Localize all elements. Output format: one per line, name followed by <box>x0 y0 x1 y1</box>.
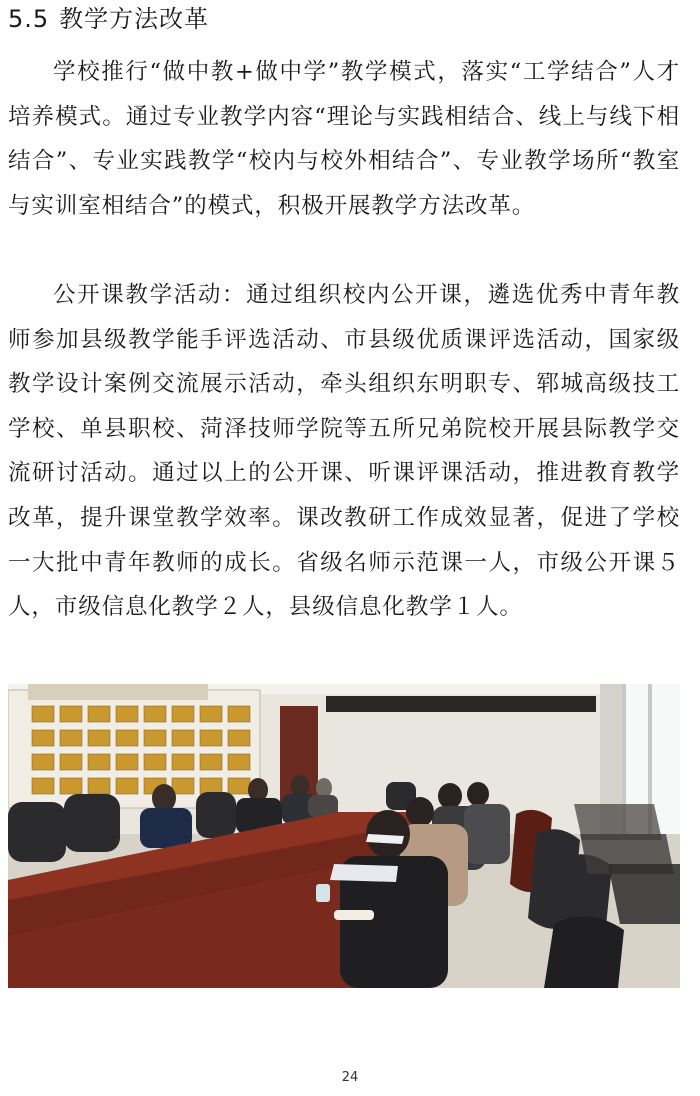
award-plaque <box>172 754 194 770</box>
award-plaque <box>228 730 250 746</box>
award-plaque <box>200 754 222 770</box>
award-plaque <box>88 778 110 794</box>
paragraph-teaching-mode: 学校推行“做中教+做中学”教学模式，落实“工学结合”人才培养模式。通过专业教学内容“理论与实践相结合、线上与线下相结合”、专业实践教学“校内与校外相结合”、专业教学场所“教室与实训室相结合”的模式，积极开展教学方法改革。 <box>8 59 680 219</box>
award-plaque <box>116 778 138 794</box>
display-cabinet <box>8 684 260 808</box>
section-title: 教学方法改革 <box>59 5 210 33</box>
award-plaque <box>144 706 166 722</box>
section-heading <box>8 4 209 34</box>
meeting-room-photo <box>8 684 680 988</box>
award-plaque <box>88 706 110 722</box>
wall-banner <box>326 696 596 712</box>
award-plaque <box>228 706 250 722</box>
award-plaque <box>172 778 194 794</box>
award-plaque <box>60 778 82 794</box>
paragraph-open-class-activities: 公开课教学活动：通过组织校内公开课，遴选优秀中青年教师参加县级教学能手评选活动、市县级优质课评选活动，国家级教学设计案例交流展示活动，牵头组织东明职专、郓城高级技工学校、单县职校、菏泽技师学院等五所兄弟院校开展县际教学交流研讨活动。通过以上的公开课、听课评课活动，推进教育教学改革，提升课堂教学效率。课改教研工作成效显著，促进了学校一大批中青年教师的成长。省级名师示范课一人，市级公开课５人，市级信息化教学２人，县级信息化教学１人。 <box>8 282 680 621</box>
award-plaque <box>200 730 222 746</box>
award-plaque <box>88 730 110 746</box>
award-plaque <box>88 754 110 770</box>
award-plaque <box>172 706 194 722</box>
award-plaque <box>116 706 138 722</box>
award-plaque <box>60 754 82 770</box>
award-plaque <box>228 754 250 770</box>
award-plaque <box>60 706 82 722</box>
meeting-photo-illustration <box>8 684 680 988</box>
award-plaque <box>172 730 194 746</box>
award-plaque <box>200 778 222 794</box>
award-plaque <box>32 730 54 746</box>
award-plaque <box>32 706 54 722</box>
section-number: 5.5 <box>8 5 50 33</box>
award-plaque <box>32 754 54 770</box>
award-plaque <box>116 754 138 770</box>
page-number: 24 <box>341 1070 359 1085</box>
award-plaque <box>200 706 222 722</box>
award-plaque <box>144 754 166 770</box>
award-plaque <box>116 730 138 746</box>
award-plaque <box>60 730 82 746</box>
award-plaque <box>228 778 250 794</box>
award-plaque <box>144 730 166 746</box>
award-plaque <box>32 778 54 794</box>
